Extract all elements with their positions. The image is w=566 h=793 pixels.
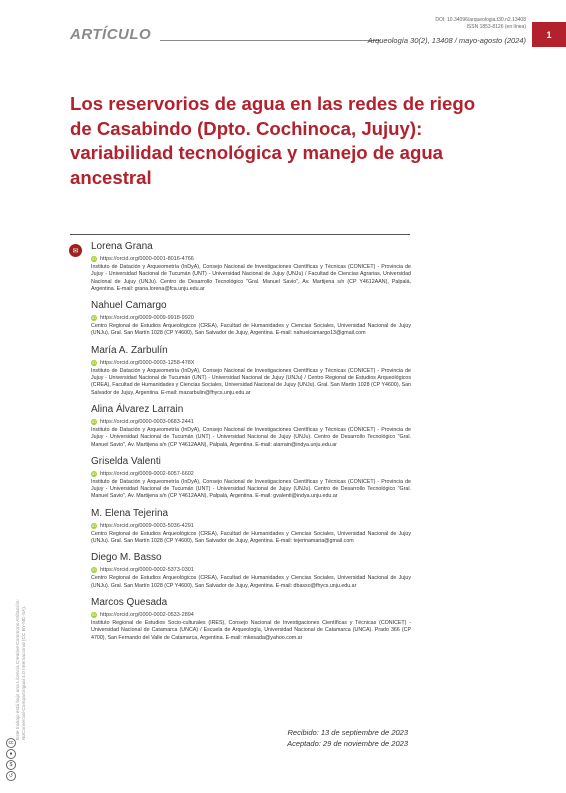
orcid-icon: iD — [92, 470, 96, 476]
page-number-badge: 1 — [532, 22, 566, 47]
orcid-icon: iD — [92, 359, 96, 365]
author-affiliation: Instituto de Datación y Arqueometría (InDyA), Consejo Nacional de Investigaciones Científicas y Técnicas (CONICET) - Provincia de Jujuy - Universidad Nacional de Tucumán (UNT) - Universidad Nacional de Jujuy (UNJu). Centro de Desarrollo Tecnológico "Gral. Manuel Savio", Av. Martijena s/n (CP Y4612AAN), Palpalá, Argentina. E-mail: gvalenti@indya.unju.edu.ar — [91, 478, 411, 500]
author-affiliation: Centro Regional de Estudios Arqueológicos (CREA), Facultad de Humanidades y Ciencias Sociales, Universidad Nacional de Jujuy (UNJu). Gral. San Martín 1028 (CP Y4600), San Salvador de Jujuy, Argentina. E-mail: dbasso@fhycs.unju.edu.ar — [91, 575, 411, 589]
orcid-link[interactable]: https://orcid.org/0009-0002-6057-6602 — [100, 470, 194, 477]
orcid-row — [91, 612, 411, 618]
section-label: ARTÍCULO — [70, 26, 152, 43]
submission-dates — [287, 727, 408, 749]
author-affiliation: Centro Regional de Estudios Arqueológicos (CREA), Facultad de Humanidades y Ciencias Sociales, Universidad Nacional de Jujuy (UNJu), Gral. San Martín 1028 (CP Y4600), San Salvador de Jujuy, Argentina. E-mail: nahuelcamargo13@gmail.com — [91, 323, 411, 337]
author-entry — [91, 403, 411, 449]
nc-icon: $ — [6, 760, 16, 770]
journal-meta — [435, 17, 526, 31]
orcid-icon: iD — [92, 418, 96, 424]
orcid-row — [91, 256, 411, 262]
author-entry — [91, 344, 411, 397]
author-entry — [91, 507, 411, 546]
orcid-link[interactable]: https://orcid.org/0000-0002-5373-0301 — [100, 567, 194, 574]
author-name: María A. Zarbulín — [91, 344, 168, 356]
orcid-link[interactable]: https://orcid.org/0000-0003-1258-478X — [100, 359, 195, 366]
author-entry — [91, 455, 411, 501]
orcid-row — [91, 567, 411, 573]
orcid-icon: iD — [92, 256, 96, 261]
received-date: Recibido: 13 de septiembre de 2023 — [287, 728, 408, 737]
author-affiliation: Instituto de Datación y Arqueometría (InDyA), Consejo Nacional de Investigaciones Científicas y Técnicas (CONICET) - Provincia de Jujuy - Universidad Nacional de Tucumán (UNT) - Universidad Nacional de Jujuy (UNJu) / Centro Regional de Estudios Arqueológicos (CREA), Facultad de Humanidades y Ciencias Sociales, Universidad Nacional de Jujuy (UNJu). Gral. San Martín 1028 (CP Y4600), San Salvador de Jujuy, Argentina. E-mail: mazarbulin@fhycs.unju.edu.ar — [91, 367, 411, 396]
author-affiliation: Centro Regional de Estudios Arqueológicos (CREA), Facultad de Humanidades y Ciencias Sociales, Universidad Nacional de Jujuy (UNJu). Gral. San Martín 1028 (CP Y4600), San Salvador de Jujuy, Argentina. E-mail: tejerinamaria@gmail.com — [91, 530, 411, 545]
orcid-row — [91, 523, 411, 529]
orcid-row — [91, 315, 411, 321]
author-name: Griselda Valenti — [91, 455, 161, 467]
header-divider — [160, 40, 380, 41]
license-line-2: NoComercial-CompartirIgual 4.0 Internacional (CC BY-NC-SA). — [22, 605, 27, 740]
orcid-link[interactable]: https://orcid.org/0000-0002-0533-2894 — [100, 611, 194, 618]
orcid-link[interactable]: https://orcid.org/0000-0001-8016-4766 — [100, 256, 194, 262]
cc-icon: cc — [6, 738, 16, 748]
orcid-icon: iD — [92, 567, 96, 573]
doi-link[interactable]: DOI: 10.34096/arqueologia.t30.n2.13408 — [435, 17, 526, 23]
author-name: Nahuel Camargo — [91, 300, 167, 312]
journal-citation: Arqueología 30(2), 13408 / mayo-agosto (2024) — [367, 36, 526, 45]
orcid-icon: iD — [92, 522, 96, 528]
article-title: Los reservorios de agua en las redes de riego de Casabindo (Dpto. Cochinoca, Jujuy): variabilidad tecnológica y manejo de agua ancestral — [70, 93, 476, 188]
author-name: Alina Álvarez Larrain — [91, 403, 184, 415]
title-rule — [70, 234, 410, 235]
author-entry — [91, 551, 411, 590]
author-name: M. Elena Tejerina — [91, 507, 169, 519]
orcid-row — [91, 471, 411, 477]
author-name: Diego M. Basso — [91, 552, 162, 564]
sa-icon: ↺ — [6, 771, 16, 781]
orcid-link[interactable]: https://orcid.org/0009-0003-5036-4291 — [100, 522, 194, 529]
author-affiliation: Instituto Regional de Estudios Socio-culturales (IRES), Consejo Nacional de Investigaciones Científicas y Técnicas (CONICET) - Universidad Nacional de Catamarca (UNCA) / Escuela de Arqueología, Universidad Nacional de Catamarca (UNCA). Prado 366 (CP 4700), San Fernando del Valle de Catamarca, Argentina. E-mail: mkesada@yahoo.com.ar — [91, 619, 411, 641]
orcid-link[interactable]: https://orcid.org/0000-0003-0683-2441 — [100, 418, 194, 425]
orcid-row — [91, 419, 411, 425]
author-entry — [91, 299, 411, 338]
by-icon: ● — [6, 749, 16, 759]
cc-license-badge[interactable] — [5, 738, 17, 781]
author-entry — [91, 596, 411, 642]
issn: ISSN 1853-8126 (en línea) — [466, 24, 526, 30]
author-affiliation: Instituto de Datación y Arqueometría (InDyA), Consejo Nacional de Investigaciones Científicas y Técnicas (CONICET) - Provincia de Jujuy - Universidad Nacional de Tucumán (UNT) - Universidad Nacional de Jujuy (UNJu) / Facultad de Ciencias Agrarias, Universidad Nacional de Jujuy (UNJu). Centro de Desarrollo Tecnológico "Gral. Manuel Savio", Av. Martijena s/n (CP Y4612AAN), Palpalá, Argentina. E-mail: grana.lorena@fca.unju.edu.ar — [91, 264, 411, 292]
author-entry — [91, 240, 411, 293]
corresponding-author-icon: ✉ — [69, 244, 82, 257]
author-list — [91, 240, 411, 648]
license-text — [16, 599, 28, 740]
orcid-link[interactable]: https://orcid.org/0009-0009-9918-9920 — [100, 315, 194, 322]
author-name: Marcos Quesada — [91, 596, 168, 608]
author-affiliation: Instituto de Datación y Arqueometría (InDyA), Consejo Nacional de Investigaciones Científicas y Técnicas (CONICET) - Provincia de Jujuy - Universidad Nacional de Tucumán (UNT) - Universidad Nacional de Jujuy (UNJu). Centro de Desarrollo Tecnológico "Gral. Manuel Savio", Av. Martijena s/n (CP Y4612AAN), Palpalá, Argentina. E-mail: alarrain@indya.unju.edu.ar — [91, 426, 411, 448]
orcid-row — [91, 360, 411, 366]
accepted-date: Aceptado: 29 de noviembre de 2023 — [287, 739, 408, 748]
license-line-1: Este trabajo está bajo una Licencia Creative Commons Atribución- — [16, 598, 21, 740]
author-name: Lorena Grana — [91, 241, 153, 252]
orcid-icon: iD — [92, 611, 96, 617]
orcid-icon: iD — [92, 315, 96, 321]
